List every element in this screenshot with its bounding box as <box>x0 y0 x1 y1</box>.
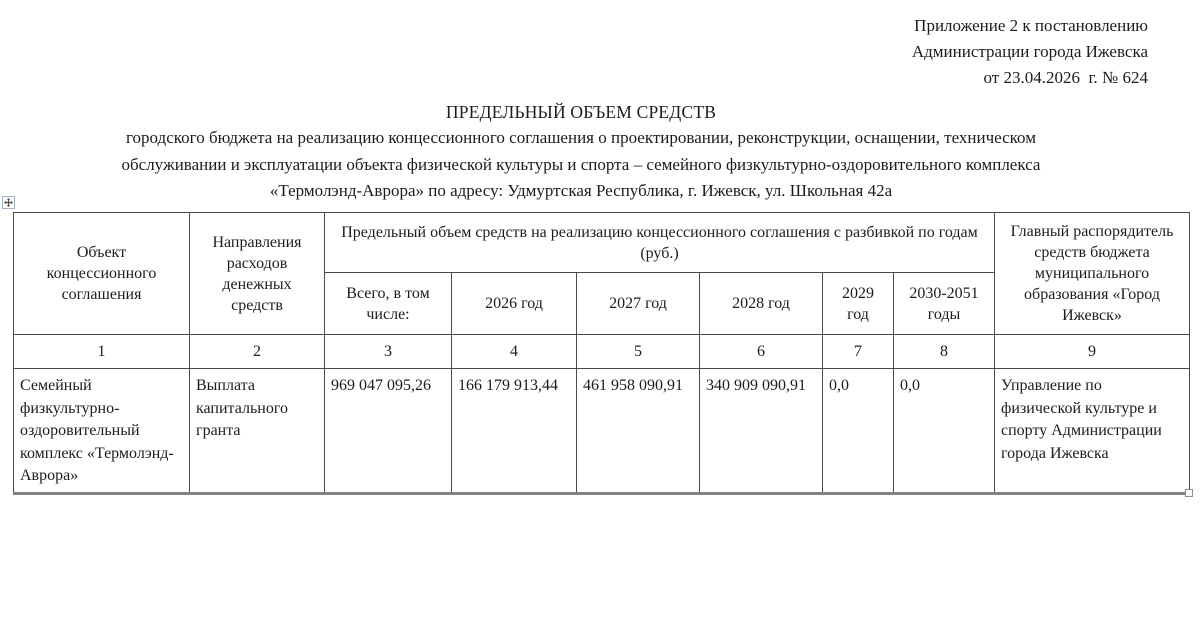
column-number-row <box>14 335 1190 369</box>
header-year-2026: 2026 год <box>452 273 577 335</box>
cell-administrator: Управление по физической культуре и спорту Администрации города Ижевска <box>995 369 1190 494</box>
column-number: 4 <box>452 335 577 369</box>
header-year-2027: 2027 год <box>577 273 700 335</box>
appendix-reference <box>912 13 1148 91</box>
column-number: 7 <box>823 335 894 369</box>
table-header-row-1 <box>14 213 1190 273</box>
table-row <box>14 369 1190 494</box>
column-number: 6 <box>700 335 823 369</box>
header-total: Всего, в том числе: <box>325 273 452 335</box>
cell-year-2026: 166 179 913,44 <box>452 369 577 494</box>
header-year-2029: 2029 год <box>823 273 894 335</box>
column-number: 8 <box>894 335 995 369</box>
header-object: Объект концессионного соглашения <box>14 213 190 335</box>
appendix-reference-line: Администрации города Ижевска <box>911 42 1148 61</box>
table-resize-handle[interactable] <box>1185 489 1193 497</box>
table-move-handle[interactable] <box>2 196 15 209</box>
header-directions: Направления расходов денежных средств <box>190 213 325 335</box>
header-year-2028: 2028 год <box>700 273 823 335</box>
column-number: 5 <box>577 335 700 369</box>
cell-years-2030-2051: 0,0 <box>894 369 995 494</box>
document-subtitle-line: обслуживании и эксплуатации объекта физической культуры и спорта – семейного физкультурно-оздоровительного комплекса <box>121 154 1041 174</box>
document-heading <box>0 99 1162 205</box>
appendix-reference-line: от 23.04.2026 г. № 624 <box>983 68 1148 87</box>
column-number: 1 <box>14 335 190 369</box>
budget-table <box>13 212 1190 495</box>
appendix-reference-line: Приложение 2 к постановлению <box>914 16 1148 35</box>
cell-direction: Выплата капитального гранта <box>190 369 325 494</box>
document-subtitle-line: городского бюджета на реализацию концессионного соглашения о проектировании, реконструкции, оснащении, техническом <box>126 128 1036 147</box>
column-number: 3 <box>325 335 452 369</box>
document-subtitle <box>0 125 1162 205</box>
cell-year-2027: 461 958 090,91 <box>577 369 700 494</box>
cell-year-2028: 340 909 090,91 <box>700 369 823 494</box>
header-years-2030-2051: 2030-2051 годы <box>894 273 995 335</box>
document-title: ПРЕДЕЛЬНЫЙ ОБЪЕМ СРЕДСТВ <box>445 102 717 122</box>
header-limits-group: Предельный объем средств на реализацию концессионного соглашения с разбивкой по годам (руб.) <box>325 213 995 273</box>
cell-object: Семейный физкультурно-оздоровительный комплекс «Термолэнд-Аврора» <box>14 369 190 494</box>
column-number: 2 <box>190 335 325 369</box>
cell-total: 969 047 095,26 <box>325 369 452 494</box>
cell-year-2029: 0,0 <box>823 369 894 494</box>
move-table-icon <box>4 198 13 207</box>
document-subtitle-line: «Термолэнд-Аврора» по адресу: Удмуртская Республика, г. Ижевск, ул. Школьная 42а <box>269 181 893 200</box>
header-administrator: Главный распорядитель средств бюджета муниципального образования «Город Ижевск» <box>995 213 1190 335</box>
column-number: 9 <box>995 335 1190 369</box>
